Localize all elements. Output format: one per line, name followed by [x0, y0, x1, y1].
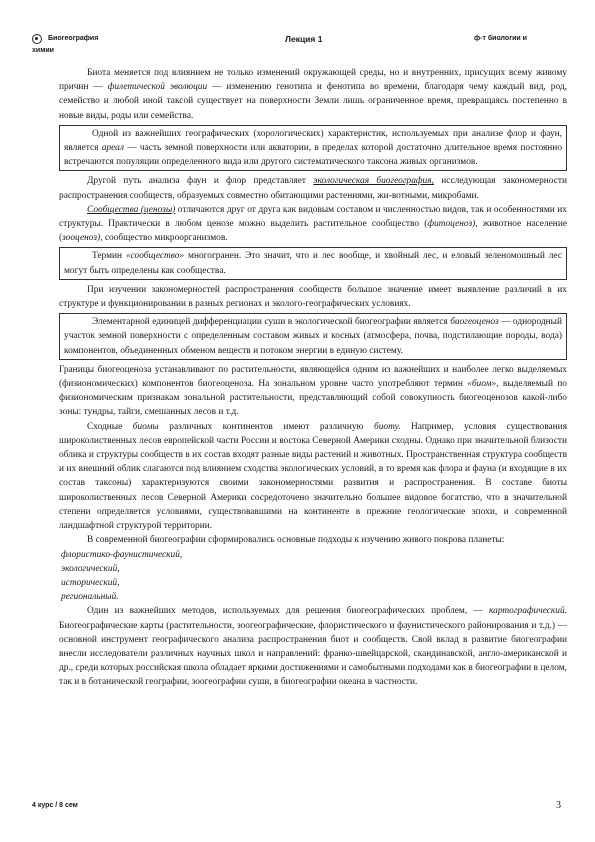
list-item: исторический, [61, 577, 120, 588]
approaches-list [59, 548, 567, 605]
page-number: 3 [556, 800, 561, 811]
list-item: экологический, [61, 563, 120, 574]
paragraph-11: Один из важнейших методов, используемых для решения биогеографических проблем, — картографический. Биогеографические карты (растительности, зоогеографические, флористического и фаунистического районирования и т.д.) — основной инструмент географического анализа распространения биот и сообществ. Свой вклад в развитие биогеографии внесли исследователи различных научных школ и направлений: франко-швейцарской, скандинавской, англо-американской и др., среди которых российская школа обладает яркими достижениями и самобытными подходами как в биогеографии в целом, так и в ботанической географии, зоогеографии суши, в биогеографии океана в частности. [59, 606, 567, 688]
logo-icon [32, 34, 42, 44]
paragraph-8: Границы биогеоценоза устанавливают по растительности, являющейся одним из важнейших и наиболее легко выделяемых (физиономических) компонентов биогеоценоза. На зональном уровне часто употребляют термин «биом», выделяемый по физиономическим признакам зональной растительности, представляющий собой совокупность биогеоценозов какой-либо зоны: тундры, тайги, смешанных лесов и т.д. [59, 364, 567, 418]
paragraph-10: В современной биогеографии сформировались основные подходы к изучению живого покрова планеты: [87, 535, 505, 546]
paragraph-9: Сходные биомы различных континентов имеют различную биоту. Например, условия существования широколиственных лесов европейской части России и востока Северной Америки сходны. Однако при значительной близости облика и структуры сообществ в их состав входят разные виды растений и животных. Пространственная структура сообществ и их внешний облик слагаются под влиянием сходства экологических условий, в то время как флора и фауна (и входящие в их состав таксоны) характеризуются своими закономерностями развития и распространения. В составе биоты широколиственных лесов Северной Америки сосредоточено значительно большее видовое богатство, что в значительной степени определяется условиями, существовавшими на континенте в прежние геологические эпохи, и современной ландшафтной структурой территории. [59, 421, 568, 532]
boxed-definition-community [59, 247, 567, 279]
list-item: флористико-фаунистический, [61, 549, 183, 560]
paragraph-3: Другой путь анализа фаун и флор представляет экологическая биогеография, исследующая закономерности распространения сообществ, образуемых совместно обитающими растениями, жи-вотными, микробами. [59, 176, 567, 201]
paragraph-7: Элементарной единицей дифференциации суши в экологической биогеографии является биогеоценоз — однородный участок земной поверхности с определенным составом живых и косных (атмосфера, почва, подстилающие породы, вода) компонентов, объединенных обменом веществ и потоком энергии в единую систему. [64, 317, 563, 356]
list-item: региональный. [61, 592, 119, 603]
paragraph-5: Термин «сообщество» многогранен. Это значит, что и лес вообще, и хвойный лес, и еловый зеленомошный лес могут быть определены как сообщества. [64, 251, 562, 276]
header-lecture: Лекция 1 [285, 34, 323, 44]
document-body [59, 66, 567, 690]
header-subject-cont: химии [32, 47, 54, 54]
paragraph-2: Одной из важнейших географических (хорологических) характеристик, используемых при анализе флор и фаун, является ареал — часть земной поверхности или акватории, в пределах которой достаточно длительное время постоянно встречаются популяции определенного вида или другого систематического таксона живых организмов. [64, 128, 563, 168]
paragraph-4: Сообщества (ценозы) отличаются друг от друга как видовым составом и численностью видов, так и особенностями их структуры. Практически в любом ценозе можно выделить растительное сообщество (фитоценоз), животное население (зооценоз), сообщество микроорганизмов. [59, 204, 568, 244]
page-header [0, 34, 595, 56]
footer-course: 4 курс / 8 сем [32, 802, 78, 809]
header-faculty: ф-т биологии и [474, 35, 527, 42]
boxed-definition-biogeocenosis [59, 313, 567, 360]
header-subject: Биогеография [48, 35, 99, 42]
paragraph-1: Биота меняется под влиянием не только изменений окружающей среды, но и внутренних, присущих всему живому причин — филетической эволюции — изменению генотипа и фенотипа во времени, благодаря чему каждый вид, род, семейство и любой иной таксой существует на поверхности Земли лишь ограниченное время, превращаясь постепенно в новые виды, роды или семейства. [59, 68, 567, 121]
paragraph-6: При изучении закономерностей распространения сообществ большое значение имеет выявление различий в их структуре и функционировании в разных регионах и эколого-географических условиях. [59, 284, 567, 310]
boxed-definition-areal [59, 125, 567, 172]
